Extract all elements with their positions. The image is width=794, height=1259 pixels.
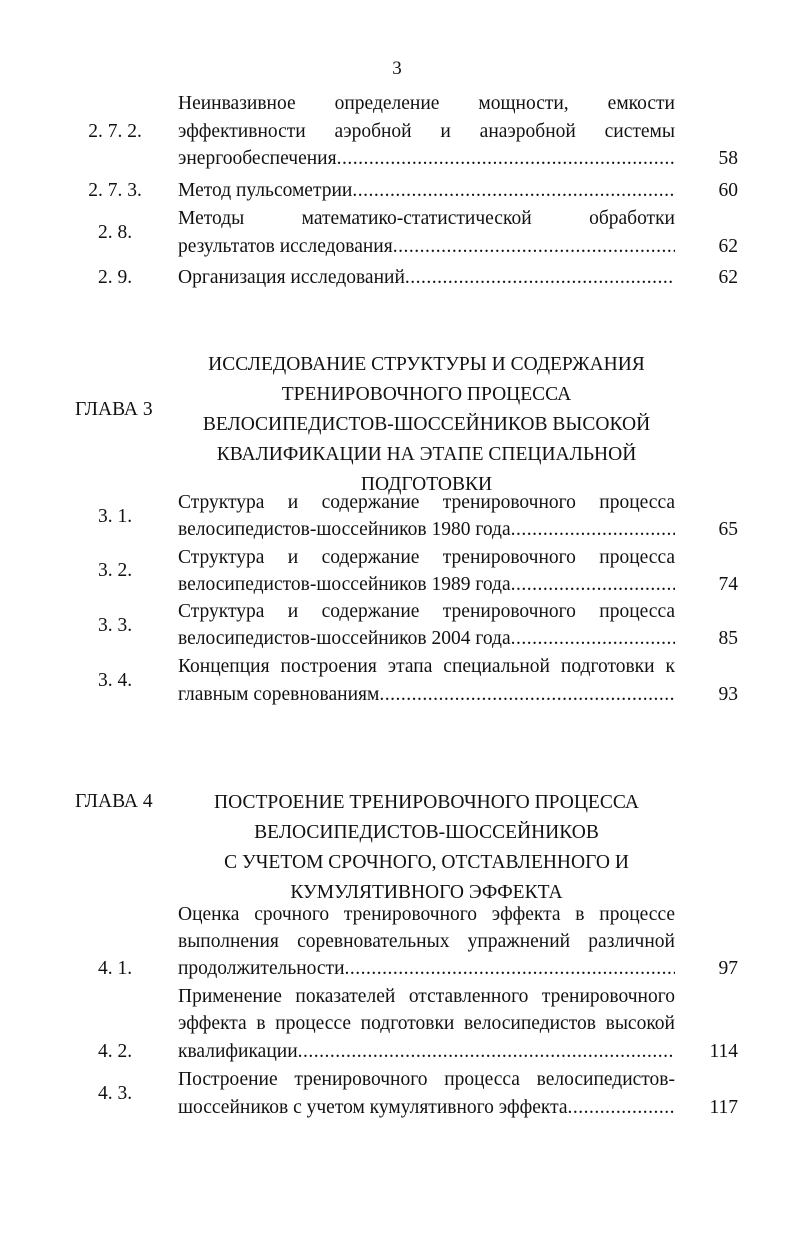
- leader-dots: [511, 519, 675, 541]
- toc-entry-line: [178, 684, 675, 706]
- toc-entry-title: главным соревнованиям: [178, 684, 380, 705]
- chapter-title-line: ИССЛЕДОВАНИЕ СТРУКТУРЫ И СОДЕРЖАНИЯ: [208, 354, 645, 375]
- page-ref: 60: [718, 180, 738, 201]
- page-ref: 85: [718, 628, 738, 649]
- toc-entry-line: Неинвазивное определение мощности, емкости: [178, 93, 675, 114]
- toc-entry-line: Методы математико-статистической обработки: [178, 208, 675, 229]
- chapter-title-line: ТРЕНИРОВОЧНОГО ПРОЦЕССА: [281, 384, 572, 405]
- toc-entry-line: Применение показателей отставленного тренировочного: [178, 986, 675, 1007]
- toc-entry-line: Структура и содержание тренировочного процесса: [178, 547, 675, 568]
- toc-entry-line: выполнения соревновательных упражнений различной: [178, 931, 675, 952]
- leader-dots: [393, 236, 675, 258]
- toc-entry-title: квалификации: [178, 1041, 298, 1062]
- page-ref: 62: [718, 236, 738, 257]
- page-ref: 74: [718, 574, 738, 595]
- toc-entry-line: эффекта в процессе подготовки велосипедистов высокой: [178, 1013, 675, 1034]
- section-number: 2. 9.: [97, 267, 133, 288]
- page-ref: 65: [718, 519, 738, 540]
- chapter-title-line: КВАЛИФИКАЦИИ НА ЭТАПЕ СПЕЦИАЛЬНОЙ: [216, 444, 637, 465]
- section-number: 4. 3.: [97, 1083, 133, 1104]
- chapter-title-line: С УЧЕТОМ СРОЧНОГО, ОТСТАВЛЕННОГО И: [224, 852, 629, 873]
- section-number: 3. 2.: [97, 560, 133, 581]
- chapter-title-line: ВЕЛОСИПЕДИСТОВ-ШОССЕЙНИКОВ ВЫСОКОЙ: [202, 414, 651, 435]
- section-number: 3. 4.: [97, 670, 133, 691]
- toc-entry-title: велосипедистов-шоссейников 1980 года: [178, 519, 511, 540]
- page-ref: 58: [718, 148, 738, 169]
- chapter-3-title: [178, 350, 675, 500]
- toc-entry-line: [178, 958, 675, 980]
- toc-entry-line: [178, 180, 675, 202]
- toc-entry-line: [178, 1097, 675, 1119]
- chapter-title-line: ВЕЛОСИПЕДИСТОВ-ШОССЕЙНИКОВ: [254, 822, 599, 843]
- toc-entry-title: велосипедистов-шоссейников 2004 года: [178, 628, 511, 649]
- leader-dots: [568, 1097, 676, 1119]
- page-ref: 97: [718, 958, 738, 979]
- section-number: 2. 7. 2.: [88, 121, 142, 142]
- leader-dots: [345, 958, 675, 980]
- toc-entry-line: [178, 1041, 675, 1063]
- toc-entry-line: эффективности аэробной и анаэробной системы: [178, 121, 675, 142]
- leader-dots: [352, 180, 675, 202]
- section-number: 3. 1.: [97, 506, 133, 527]
- leader-dots: [511, 574, 675, 596]
- toc-entry-line: Оценка срочного тренировочного эффекта в процессе: [178, 904, 675, 925]
- leader-dots: [379, 684, 675, 706]
- leader-dots: [405, 267, 675, 289]
- page-ref: 93: [718, 684, 738, 705]
- leader-dots: [298, 1041, 675, 1063]
- toc-entry-line: [178, 267, 675, 289]
- page-ref: 117: [709, 1097, 738, 1118]
- toc-entry-title: Организация исследований: [178, 267, 405, 288]
- section-number: 3. 3.: [97, 615, 133, 636]
- chapter-3-label: ГЛАВА 3: [75, 399, 153, 420]
- chapter-title-line: ПОСТРОЕНИЕ ТРЕНИРОВОЧНОГО ПРОЦЕССА: [214, 792, 639, 813]
- chapter-title-line: КУМУЛЯТИВНОГО ЭФФЕКТА: [290, 882, 563, 903]
- toc-entry-title: велосипедистов-шоссейников 1989 года: [178, 574, 511, 595]
- section-number: 4. 2.: [97, 1041, 133, 1062]
- toc-entry-title: энергообеспечения: [178, 148, 337, 169]
- page-ref: 114: [709, 1041, 738, 1062]
- toc-entry-line: [178, 628, 675, 650]
- toc-entry-line: Структура и содержание тренировочного процесса: [178, 601, 675, 622]
- toc-entry-line: [178, 236, 675, 258]
- section-number: 4. 1.: [97, 958, 133, 979]
- toc-entry-title: Метод пульсометрии: [178, 180, 353, 201]
- page-number: 3: [392, 58, 402, 79]
- toc-entry-title: продолжительности: [178, 958, 345, 979]
- section-number: 2. 7. 3.: [88, 180, 142, 201]
- chapter-4-label: ГЛАВА 4: [75, 791, 153, 812]
- toc-entry-line: Построение тренировочного процесса велосипедистов-: [178, 1069, 675, 1090]
- leader-dots: [511, 628, 675, 650]
- page-ref: 62: [718, 267, 738, 288]
- toc-entry-line: [178, 148, 675, 170]
- leader-dots: [337, 148, 675, 170]
- toc-entry-line: Концепция построения этапа специальной подготовки к: [178, 656, 675, 677]
- toc-entry-line: [178, 574, 675, 596]
- toc-entry-title: результатов исследования: [178, 236, 393, 257]
- toc-entry-line: [178, 519, 675, 541]
- chapter-4-title: [178, 788, 675, 908]
- section-number: 2. 8.: [97, 222, 133, 243]
- toc-entry-line: Структура и содержание тренировочного процесса: [178, 492, 675, 513]
- chapter-title-line: ПОДГОТОВКИ: [360, 474, 493, 495]
- toc-entry-title: шоссейников с учетом кумулятивного эффекта: [178, 1097, 568, 1118]
